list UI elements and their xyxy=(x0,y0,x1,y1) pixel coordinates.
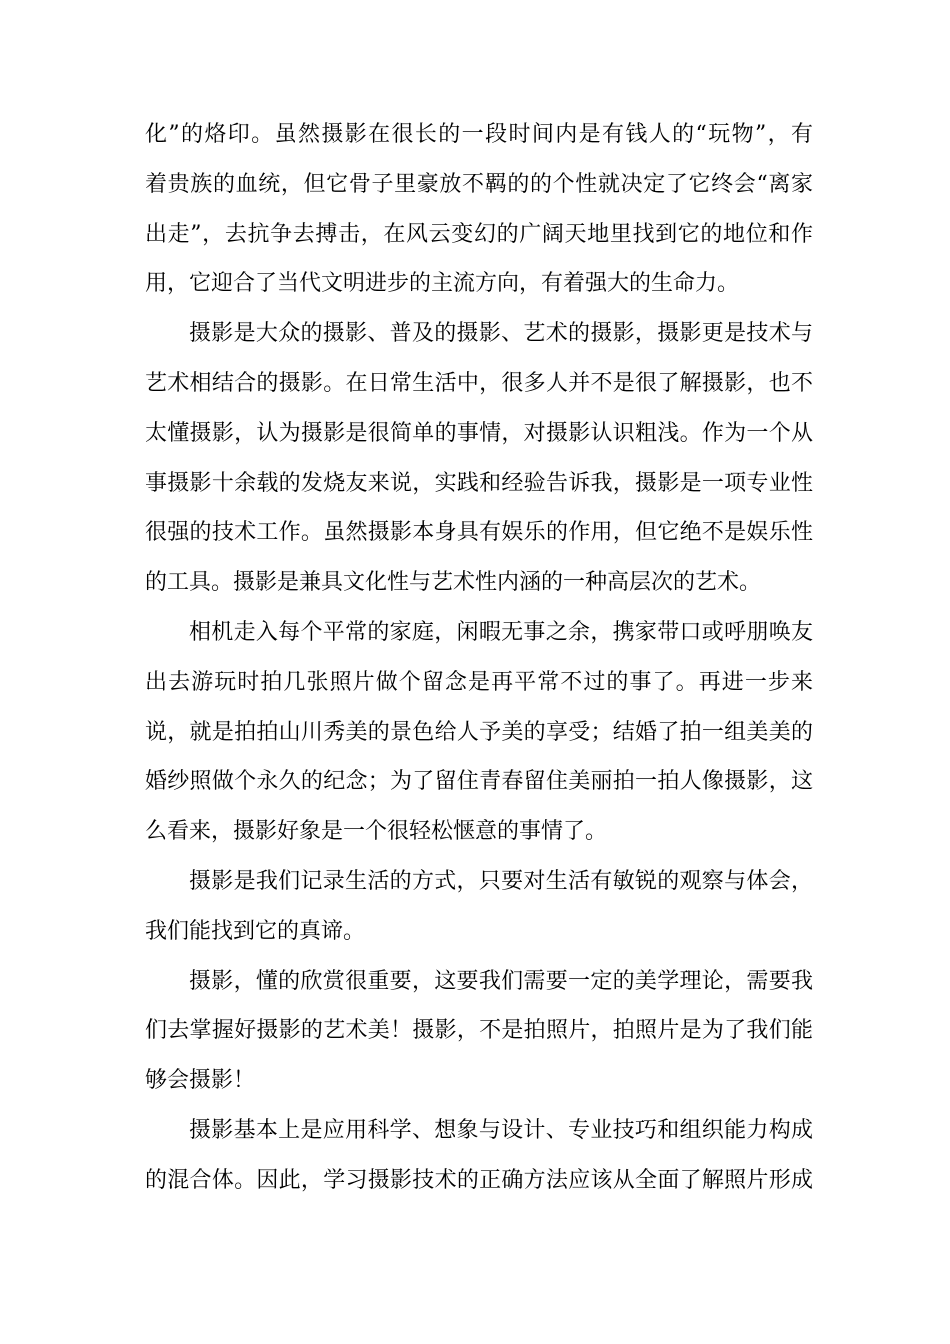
paragraph-2 xyxy=(145,309,813,608)
paragraph-5 xyxy=(145,957,813,1106)
text-line: 很强的技术工作。虽然摄影本身具有娱乐的作用，但它绝不是娱乐性 xyxy=(145,520,813,546)
text-line: 太懂摄影，认为摄影是很简单的事情，对摄影认识粗浅。作为一个从 xyxy=(145,420,813,446)
text-line: 们去掌握好摄影的艺术美！摄影，不是拍照片，拍照片是为了我们能 xyxy=(145,1018,813,1044)
paragraph-3 xyxy=(145,608,813,857)
text-line: 化”的烙印。虽然摄影在很长的一段时间内是有钱人的“玩物”，有 xyxy=(145,122,813,147)
text-line: 婚纱照做个永久的纪念；为了留住青春留住美丽拍一拍人像摄影，这 xyxy=(145,769,813,795)
paragraph-6 xyxy=(145,1106,813,1206)
text-line: 的工具。摄影是兼具文化性与艺术性内涵的一种高层次的艺术。 xyxy=(145,570,762,596)
paragraph-1 xyxy=(145,110,813,309)
text-line: 么看来，摄影好象是一个很轻松惬意的事情了。 xyxy=(145,819,608,845)
text-line: 我们能找到它的真谛。 xyxy=(145,918,366,944)
text-line: 说，就是拍拍山川秀美的景色给人予美的享受；结婚了拍一组美美的 xyxy=(145,719,813,745)
text-line: 着贵族的血统，但它骨子里豪放不羁的的个性就决定了它终会“离家 xyxy=(145,171,813,197)
text-line: 摄影基本上是应用科学、想象与设计、专业技巧和组织能力构成 xyxy=(189,1117,813,1143)
text-line: 摄影是大众的摄影、普及的摄影、艺术的摄影，摄影更是技术与 xyxy=(189,321,813,347)
text-line: 够会摄影！ xyxy=(145,1068,256,1094)
text-line: 相机走入每个平常的家庭，闲暇无事之余，携家带口或呼朋唤友 xyxy=(189,619,813,645)
text-line: 事摄影十余载的发烧友来说，实践和经验告诉我，摄影是一项专业性 xyxy=(145,470,813,496)
text-line: 摄影是我们记录生活的方式，只要对生活有敏锐的观察与体会， xyxy=(189,868,813,894)
text-line: 艺术相结合的摄影。在日常生活中，很多人并不是很了解摄影，也不 xyxy=(145,370,813,396)
text-line: 出走”，去抗争去搏击，在风云变幻的广阔天地里找到它的地位和作 xyxy=(145,221,813,247)
text-line: 摄影，懂的欣赏很重要，这要我们需要一定的美学理论，需要我 xyxy=(189,968,813,994)
document-body xyxy=(145,110,813,1206)
text-line: 的混合体。因此，学习摄影技术的正确方法应该从全面了解照片形成 xyxy=(145,1167,813,1193)
paragraph-4 xyxy=(145,857,813,957)
text-line: 出去游玩时拍几张照片做个留念是再平常不过的事了。再进一步来 xyxy=(145,669,813,695)
text-line: 用，它迎合了当代文明进步的主流方向，有着强大的生命力。 xyxy=(145,271,740,297)
